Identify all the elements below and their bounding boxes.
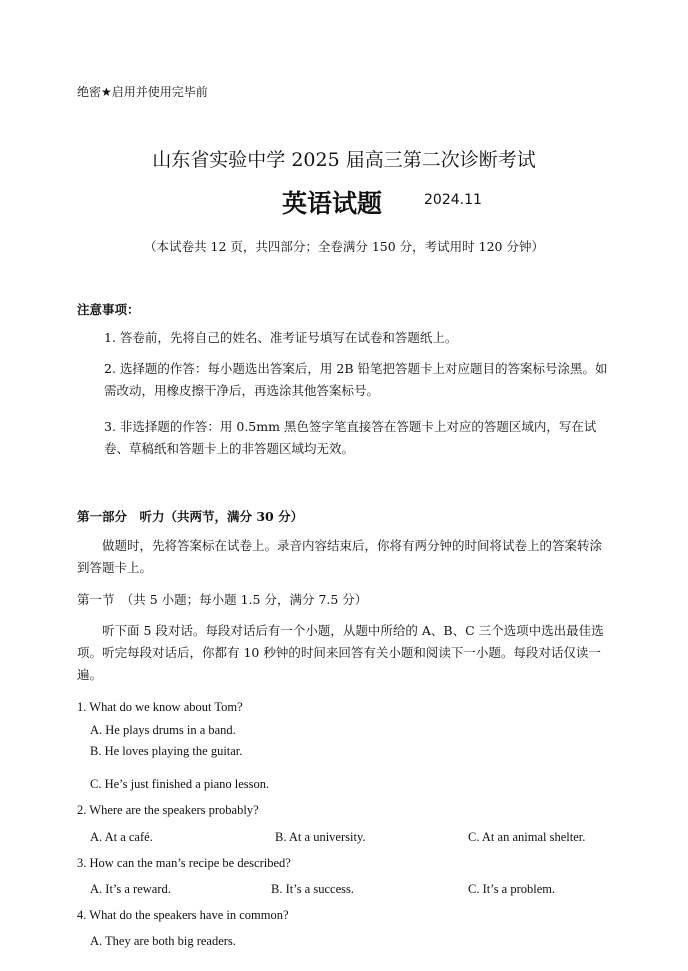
note-item: 2. 选择题的作答：每小题选出答案后，用 2B 铅笔把答题卡上对应题目的答案标号涂黑。如需改动，用橡皮擦干净后，再选涂其他答案标号。 — [104, 361, 608, 398]
question-option: A. They are both big readers. — [90, 934, 236, 948]
section1-heading: 第一节 （共 5 小题；每小题 1.5 分，满分 7.5 分） — [77, 592, 368, 607]
question-option: C. At an animal shelter. — [468, 830, 586, 844]
section1-intro: 听下面 5 段对话。每段对话后有一个小题，从题中所给的 A、B、C 三个选项中选出最佳选项。听完每段对话后，你都有 10 秒钟的时间来回答有关小题和阅读下一小题。每段对话仅读一遍。 — [77, 623, 604, 682]
question-option: B. At a university. — [275, 830, 366, 844]
question-option: B. He loves playing the guitar. — [90, 744, 243, 758]
note-item: 3. 非选择题的作答：用 0.5mm 黑色签字笔直接答在答题卡上对应的答题区域内，写在试卷、草稿纸和答题卡上的非答题区域均无效。 — [104, 419, 597, 456]
question-option: C. It’s a problem. — [468, 882, 556, 896]
exam-title: 山东省实验中学 2025 届高三第二次诊断考试 — [152, 149, 536, 171]
question-stem: 2. Where are the speakers probably? — [77, 803, 259, 817]
confidential-label: 绝密★启用并使用完毕前 — [77, 85, 208, 99]
exam-date: 2024.11 — [424, 192, 482, 208]
question-option: B. It’s a success. — [271, 882, 354, 896]
note-item: 1. 答卷前，先将自己的姓名、准考证号填写在试卷和答题纸上。 — [104, 330, 458, 345]
question-stem: 3. How can the man’s recipe be described? — [77, 856, 291, 870]
question-option: C. He’s just finished a piano lesson. — [90, 777, 270, 791]
question-option: A. It’s a reward. — [90, 882, 171, 896]
exam-info: （本试卷共 12 页，共四部分；全卷满分 150 分，考试用时 120 分钟） — [144, 239, 544, 254]
part1-intro: 做题时，先将答案标在试卷上。录音内容结束后，你将有两分钟的时间将试卷上的答案转涂到答题卡上。 — [77, 538, 603, 575]
question-stem: 4. What do the speakers have in common? — [77, 908, 289, 922]
part1-heading: 第一部分 听力（共两节，满分 30 分） — [77, 509, 304, 524]
question-option: A. He plays drums in a band. — [90, 723, 236, 737]
question-option: A. At a café. — [90, 830, 153, 844]
notes-heading: 注意事项： — [77, 302, 140, 317]
subject-title: 英语试题 — [282, 189, 383, 218]
question-stem: 1. What do we know about Tom? — [77, 700, 243, 714]
